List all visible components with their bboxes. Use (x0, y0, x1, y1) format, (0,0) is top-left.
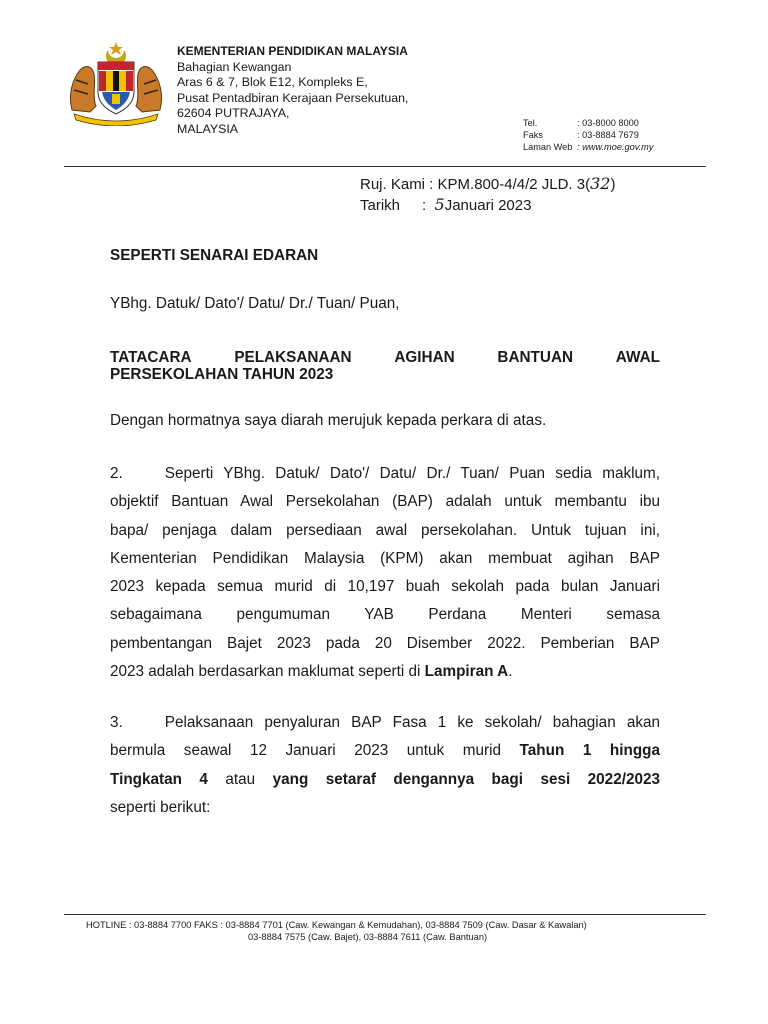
reference-date (360, 195, 615, 216)
paragraph-line: objektif Bantuan Awal Persekolahan (BAP) adalah untuk membantu ibu (110, 493, 660, 511)
subject-word: AWAL (615, 349, 660, 366)
paragraph-line: Kementerian Pendidikan Malaysia (KPM) akan membuat agihan BAP (110, 549, 660, 567)
ref-close: ) (610, 176, 616, 193)
paragraph-number: 3. (110, 714, 123, 731)
paragraph-line: pembentangan Bajet 2023 pada 20 Disember 2022. Pemberian BAP (110, 634, 660, 652)
paragraph-line (110, 709, 660, 737)
address-line-2: Pusat Pentadbiran Kerajaan Persekutuan, (177, 90, 409, 105)
address-line-3: 62604 PUTRAJAYA, (177, 106, 290, 120)
contact-block (523, 117, 653, 153)
date-label: Tarikh (360, 197, 401, 214)
paragraph-line: sebagaimana pengumuman YAB Perdana Menteri semasa (110, 606, 660, 624)
emphasis-text: yang setaraf dengannya bagi sesi 2022/2023 (272, 770, 660, 788)
ministry-name: KEMENTERIAN PENDIDIKAN MALAYSIA (177, 44, 408, 58)
subject-word: TATACARA (110, 349, 192, 366)
paragraph-number: 2. (110, 465, 123, 482)
contact-web (523, 141, 653, 153)
emphasis-text: Tingkatan 4 (110, 770, 208, 788)
paragraph-text: Pelaksanaan penyaluran BAP Fasa 1 ke sekolah/ bahagian akan (164, 714, 660, 731)
contact-fax (523, 129, 653, 141)
subject-word: AGIHAN (394, 349, 455, 366)
date-handwritten: 5 (434, 195, 445, 214)
fax-value: : 03-8884 7679 (577, 130, 639, 140)
malaysia-coat-of-arms-icon (62, 40, 170, 126)
paragraph-text: bermula seawal 12 Januari 2023 untuk murid (110, 742, 520, 760)
paragraph-line (110, 460, 660, 488)
salutation: YBhg. Datuk/ Dato'/ Datu/ Dr./ Tuan/ Puan, (110, 295, 400, 312)
footer-divider (64, 914, 706, 915)
subject-line-1 (110, 349, 660, 366)
ref-label: Ruj. Kami : (360, 176, 434, 193)
subject (110, 349, 660, 383)
paragraph-3 (110, 709, 660, 822)
fax-label: Faks (523, 130, 543, 140)
intro-paragraph: Dengan hormatnya saya diarah merujuk kepada perkara di atas. (110, 412, 547, 429)
footer (86, 919, 587, 943)
subject-word: PELAKSANAAN (234, 349, 352, 366)
subject-word: BANTUAN (497, 349, 574, 366)
paragraph-line: 2023 kepada semua murid di 10,197 buah sekolah pada bulan Januari (110, 578, 660, 596)
subject-line-2: PERSEKOLAHAN TAHUN 2023 (110, 366, 334, 383)
footer-line-1: HOTLINE : 03-8884 7700 FAKS : 03-8884 7701 (Caw. Kewangan & Kemudahan), 03-8884 7509 (Caw. Dasar & Kawalan) (86, 920, 587, 930)
emphasis-text: Tahun 1 hingga (519, 742, 661, 760)
web-value: : www.moe.gov.my (577, 142, 654, 152)
web-label: Laman Web (523, 142, 573, 152)
reference-number (360, 174, 615, 195)
paragraph-2 (110, 460, 660, 686)
crest-logo (62, 40, 170, 126)
ref-value: KPM.800-4/4/2 JLD. 3( (437, 176, 591, 193)
address-line-1: Aras 6 & 7, Blok E12, Kompleks E, (177, 75, 368, 89)
division-name: Bahagian Kewangan (177, 59, 292, 74)
paragraph-text: . (508, 663, 513, 681)
ref-handwritten: 32 (590, 174, 611, 193)
letterhead-address (177, 44, 408, 137)
date-colon: : (422, 197, 427, 214)
paragraph-line: bapa/ penjaga dalam persediaan awal persekolahan. Untuk tujuan ini, (110, 521, 660, 539)
paragraph-text: 2023 adalah berdasarkan maklumat seperti di (110, 663, 425, 681)
contact-tel (523, 117, 653, 129)
recipient-heading: SEPERTI SENARAI EDARAN (110, 247, 319, 264)
tel-label: Tel. (523, 118, 538, 128)
date-value: Januari 2023 (444, 197, 532, 214)
header-divider (64, 166, 706, 167)
tel-value: : 03-8000 8000 (577, 118, 639, 128)
paragraph-line (110, 766, 660, 794)
paragraph-text: atau (207, 770, 273, 788)
paragraph-line (110, 658, 660, 686)
paragraph-line: seperti berikut: (110, 798, 211, 816)
footer-line-2: 03-8884 7575 (Caw. Bajet), 03-8884 7611 (Caw. Bantuan) (248, 932, 488, 942)
paragraph-line (110, 737, 660, 765)
annex-reference: Lampiran A (424, 663, 509, 681)
address-line-4: MALAYSIA (177, 121, 239, 136)
paragraph-text: Seperti YBhg. Datuk/ Dato'/ Datu/ Dr./ Tuan/ Puan sedia maklum, (164, 465, 660, 482)
reference-block (360, 174, 615, 216)
